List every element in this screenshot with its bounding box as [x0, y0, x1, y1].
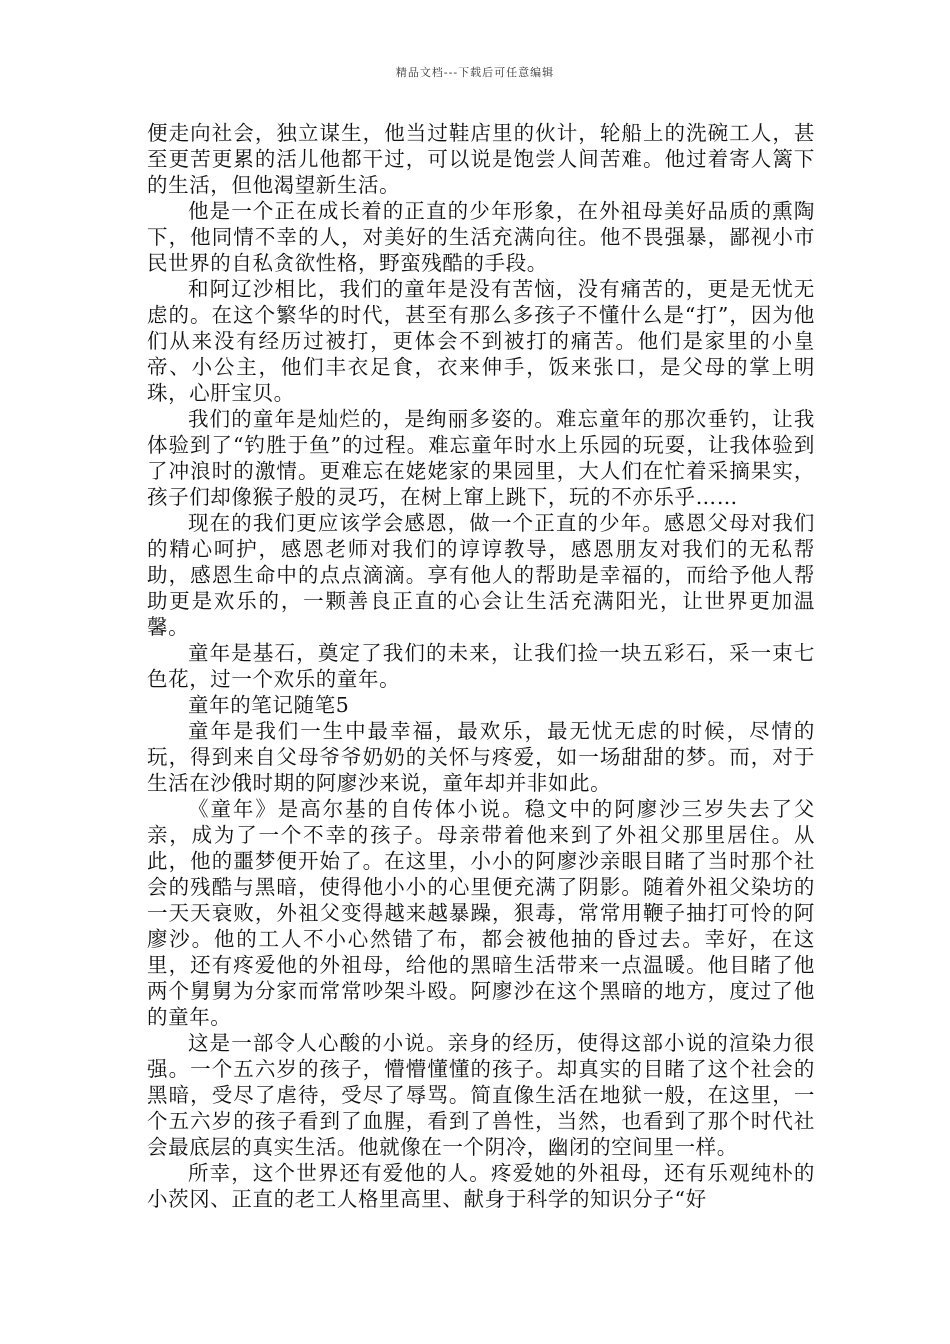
paragraph-6: 童年是基石，奠定了我们的未来，让我们捡一块五彩石，采一束七色花，过一个欢乐的童年。: [147, 641, 815, 691]
paragraph-1: 便走向社会，独立谋生，他当过鞋店里的伙计，轮船上的洗碗工人，甚至更苦更累的活儿他都干过，可以说是饱尝人间苦难。他过着寄人篱下的生活，但他渴望新生活。: [147, 121, 815, 197]
paragraph-5: 现在的我们更应该学会感恩，做一个正直的少年。感恩父母对我们的精心呵护，感恩老师对我们的谆谆教导，感恩朋友对我们的无私帮助，感恩生命中的点点滴滴。享有他人的帮助是幸福的，而给予他人帮助更是欢乐的，一颗善良正直的心会让生活充满阳光，让世界更加温馨。: [147, 511, 815, 639]
paragraph-7: 童年是我们一生中最幸福，最欢乐，最无忧无虑的时候，尽情的玩，得到来自父母爷爷奶奶的关怀与疼爱，如一场甜甜的梦。而，对于生活在沙俄时期的阿廖沙来说，童年却并非如此。: [147, 719, 815, 795]
paragraph-8: 《童年》是高尔基的自传体小说。稳文中的阿廖沙三岁失去了父亲，成为了一个不幸的孩子。母亲带着他来到了外祖父那里居住。从此，他的噩梦便开始了。在这里，小小的阿廖沙亲眼目睹了当时那个社会的残酷与黑暗，使得他小小的心里便充满了阴影。随着外祖父染坊的一天天衰败，外祖父变得越来越暴躁，狠毒，常常用鞭子抽打可怜的阿廖沙。他的工人不小心然错了布，都会被他抽的昏过去。幸好，在这里，还有疼爱他的外祖母，给他的黑暗生活带来一点温暖。他目睹了他两个舅舅为分家而常常吵架斗殴。阿廖沙在这个黑暗的地方，度过了他的童年。: [147, 797, 815, 1029]
section-heading: 童年的笔记随笔5: [188, 693, 350, 717]
paragraph-2: 他是一个正在成长着的正直的少年形象，在外祖母美好品质的熏陶下，他同情不幸的人，对美好的生活充满向往。他不畏强暴，鄙视小市民世界的自私贪欲性格，野蛮残酷的手段。: [147, 199, 815, 275]
paragraph-10: 所幸，这个世界还有爱他的人。疼爱她的外祖母，还有乐观纯朴的小茨冈、正直的老工人格里高里、献身于科学的知识分子“好: [147, 1161, 815, 1211]
paragraph-3: 和阿辽沙相比，我们的童年是没有苦恼，没有痛苦的，更是无忧无虑的。在这个繁华的时代，甚至有那么多孩子不懂什么是“打”，因为他们从来没有经历过被打，更体会不到被打的痛苦。他们是家里的小皇帝、小公主，他们丰衣足食，衣来伸手，饭来张口，是父母的掌上明珠，心肝宝贝。: [147, 277, 815, 405]
paragraph-4: 我们的童年是灿烂的，是绚丽多姿的。难忘童年的那次垂钓，让我体验到了“钓胜于鱼”的过程。难忘童年时水上乐园的玩耍，让我体验到了冲浪时的激情。更难忘在姥姥家的果园里，大人们在忙着采摘果实，孩子们却像猴子般的灵巧，在树上窜上跳下，玩的不亦乐乎……: [147, 407, 815, 509]
header-note: 精品文档---下载后可任意编辑: [395, 66, 555, 79]
body-text: [147, 120, 815, 1212]
paragraph-9: 这是一部令人心酸的小说。亲身的经历，使得这部小说的渲染力很强。一个五六岁的孩子，懵懵懂懂的孩子。却真实的目睹了这个社会的黑暗，受尽了虐待，受尽了辱骂。简直像生活在地狱一般，在这里，一个五六岁的孩子看到了血腥，看到了兽性，当然，也看到了那个时代社会最底层的真实生活。他就像在一个阴冷，幽闭的空间里一样。: [147, 1031, 815, 1159]
